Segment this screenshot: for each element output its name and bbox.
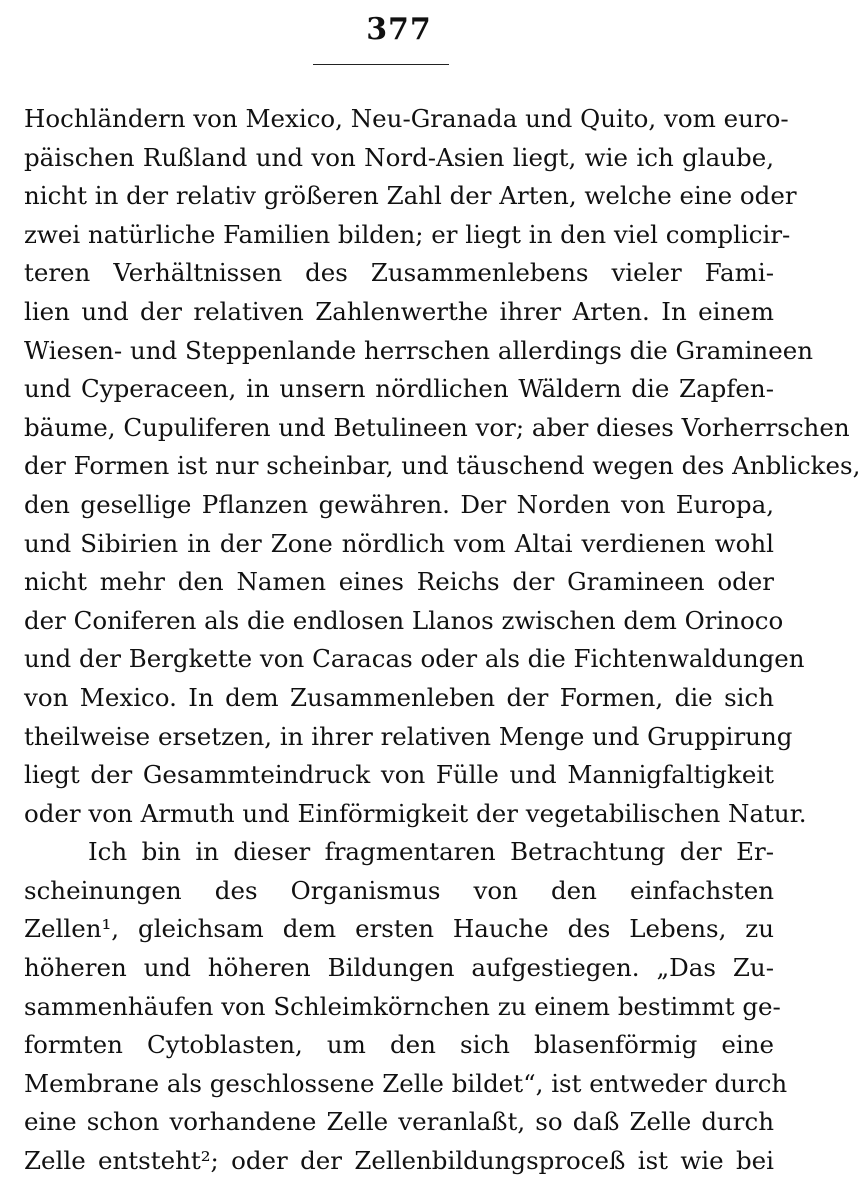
text-line: zwei natürliche Familien bilden; er liegt in den viel complicir- bbox=[24, 219, 791, 249]
text-line: oder von Armuth und Einförmigkeit der vegetabilischen Natur. bbox=[24, 798, 807, 828]
text-line: nicht in der relativ größeren Zahl der Arten, welche eine oder bbox=[24, 181, 797, 211]
text-line: und Cyperaceen, in unsern nördlichen Wäldern die Zapfen- bbox=[24, 374, 774, 404]
text-line: nicht mehr den Namen eines Reichs der Gramineen oder bbox=[24, 567, 774, 597]
text-line: päischen Rußland und von Nord-Asien liegt, wie ich glaube, bbox=[24, 142, 774, 172]
body-text bbox=[24, 100, 860, 1181]
text-line: den gesellige Pflanzen gewähren. Der Norden von Europa, bbox=[24, 489, 774, 519]
text-line: eine schon vorhandene Zelle veranlaßt, so daß Zelle durch bbox=[24, 1107, 774, 1137]
text-line: von Mexico. In dem Zusammenleben der Formen, die sich bbox=[24, 682, 774, 712]
text-line: der Coniferen als die endlosen Llanos zwischen dem Orinoco bbox=[24, 605, 784, 635]
text-line: teren Verhältnissen des Zusammenlebens vieler Fami- bbox=[24, 258, 774, 288]
text-line: und Sibirien in der Zone nördlich vom Altai verdienen wohl bbox=[24, 528, 774, 558]
text-line: lien und der relativen Zahlenwerthe ihrer Arten. In einem bbox=[24, 296, 774, 326]
text-line: bäume, Cupuliferen und Betulineen vor; aber dieses Vorherrschen bbox=[24, 412, 850, 442]
text-line: Membrane als geschlossene Zelle bildet“, ist entweder durch bbox=[24, 1068, 788, 1098]
text-line: scheinungen des Organismus von den einfachsten bbox=[24, 875, 774, 905]
text-line: und der Bergkette von Caracas oder als die Fichtenwaldungen bbox=[24, 644, 805, 674]
text-line: Zellen¹, gleichsam dem ersten Hauche des Lebens, zu bbox=[24, 914, 774, 944]
text-line: Zelle entsteht²; oder der Zellenbildungsproceß ist wie bei bbox=[24, 1146, 774, 1176]
text-line: sammenhäufen von Schleimkörnchen zu einem bestimmt ge- bbox=[24, 991, 781, 1021]
header-rule bbox=[313, 64, 449, 65]
text-line: formten Cytoblasten, um den sich blasenförmig eine bbox=[24, 1030, 774, 1060]
text-line: Ich bin in dieser fragmentaren Betrachtung der Er- bbox=[88, 837, 774, 867]
text-line: liegt der Gesammteindruck von Fülle und Mannigfaltigkeit bbox=[24, 760, 774, 790]
text-line: Wiesen- und Steppenlande herrschen allerdings die Gramineen bbox=[24, 335, 813, 365]
text-line: Hochländern von Mexico, Neu-Granada und Quito, vom euro- bbox=[24, 104, 789, 133]
text-line: höheren und höheren Bildungen aufgestiegen. „Das Zu- bbox=[24, 953, 774, 983]
page-number: 377 bbox=[366, 12, 432, 47]
text-line: der Formen ist nur scheinbar, und täuschend wegen des Anblickes, bbox=[24, 451, 860, 481]
text-line: theilweise ersetzen, in ihrer relativen Menge und Gruppirung bbox=[24, 721, 793, 751]
